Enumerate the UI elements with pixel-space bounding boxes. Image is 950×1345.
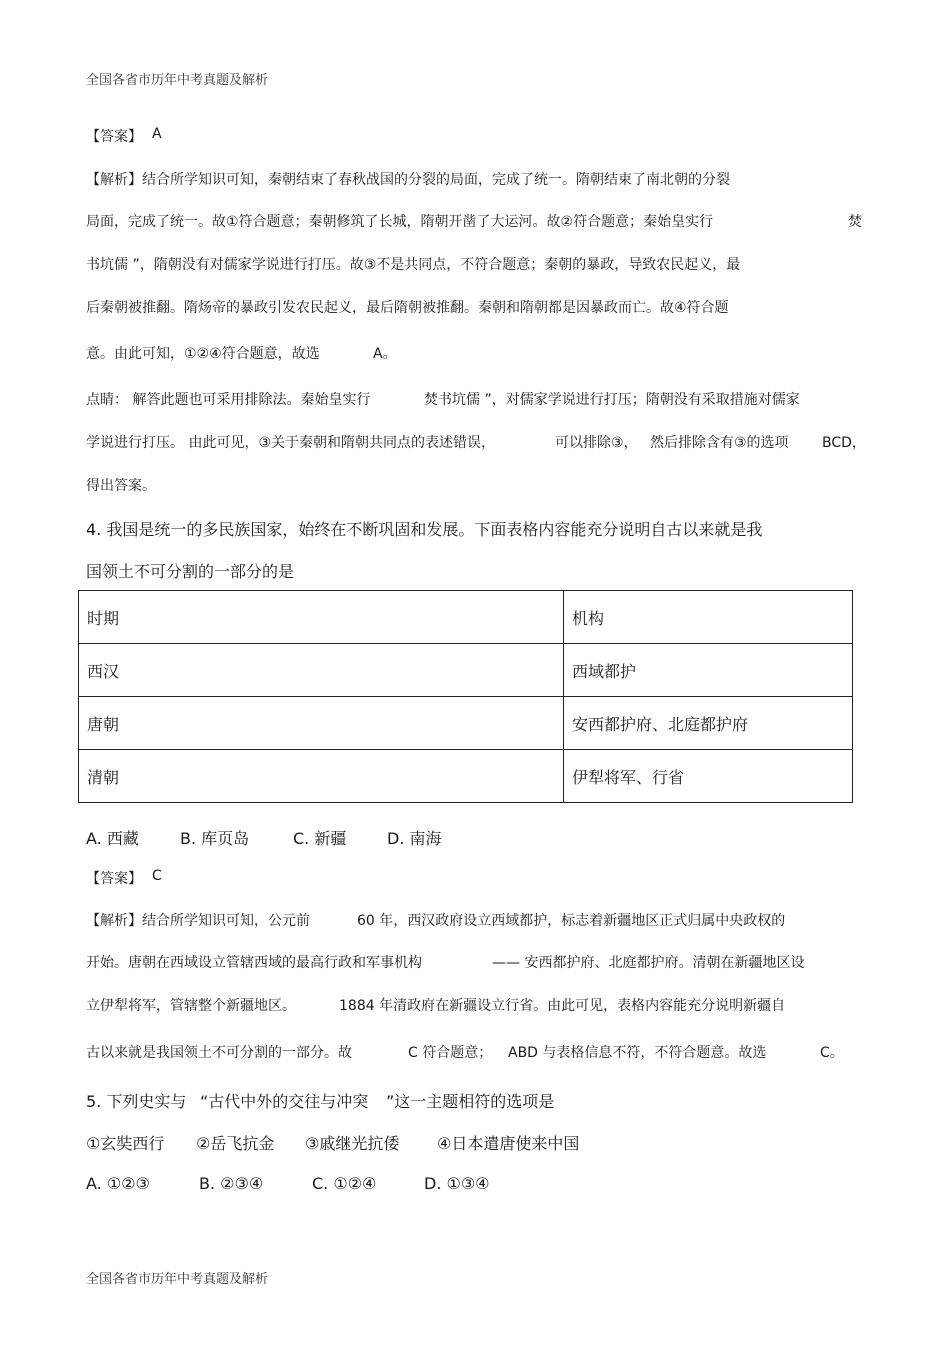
- q4-analysis-fragment: C 符合题意；: [408, 1045, 493, 1061]
- q3-analysis-fragment: A。: [373, 346, 397, 362]
- table-row: [79, 697, 853, 750]
- q3-comment-fragment: 可以排除③，: [555, 435, 638, 451]
- q3-comment-fragment: 焚书坑儒 ”，对儒家学说进行打压；隋朝没有采取措施对儒家: [424, 392, 800, 408]
- q4-analysis-fragment: ABD 与表格信息不符，不符合题意。故选: [508, 1045, 767, 1061]
- q5-option-c: C. ①②④: [312, 1174, 377, 1193]
- q3-comment-line: 得出答案。: [86, 478, 156, 494]
- q5-stem-start: 5. 下列史实与: [86, 1092, 187, 1111]
- q4-option-a: A. 西藏: [86, 829, 139, 848]
- q5-option-d: D. ①③④: [424, 1174, 490, 1193]
- q3-analysis-line: 后秦朝被推翻。隋炀帝的暴政引发农民起义，最后隋朝被推翻。秦朝和隋朝都是因暴政而亡。故④符合题: [86, 300, 729, 316]
- table-header-cell: 时期: [79, 591, 564, 644]
- q4-answer-value: C: [152, 868, 162, 884]
- table-cell: 清朝: [79, 750, 564, 803]
- q4-analysis-fragment: 1884 年清政府在新疆设立行省。由此可见，表格内容能充分说明新疆自: [339, 998, 786, 1014]
- q4-table: [78, 590, 853, 803]
- page-header: 全国各省市历年中考真题及解析: [86, 73, 269, 88]
- table-cell: 唐朝: [79, 697, 564, 750]
- q5-stem-theme: “古代中外的交往与冲突: [200, 1092, 369, 1111]
- q4-stem-line: 4. 我国是统一的多民族国家，始终在不断巩固和发展。下面表格内容能充分说明自古以来就是我: [86, 520, 763, 539]
- q5-stem-end: ”这一主题相符的选项是: [386, 1092, 555, 1111]
- q4-analysis-fragment: C。: [820, 1045, 844, 1061]
- q4-analysis-line: 开始。唐朝在西域设立管辖西域的最高行政和军事机构: [86, 955, 422, 971]
- q5-option-a: A. ①②③: [86, 1174, 150, 1193]
- q4-analysis-line: 【解析】结合所学知识可知，公元前: [86, 913, 310, 929]
- q4-analysis-fragment: —— 安西都护府、北庭都护府。清朝在新疆地区设: [492, 955, 805, 971]
- q3-analysis-line: 局面，完成了统一。故①符合题意；秦朝修筑了长城，隋朝开凿了大运河。故②符合题意；秦始皇实行: [86, 214, 714, 230]
- q3-analysis-fragment: 焚: [848, 214, 862, 230]
- q4-analysis-line: 立伊犁将军，管辖整个新疆地区。: [86, 998, 296, 1014]
- q3-comment-fragment: BCD，: [822, 435, 866, 451]
- q5-item-3: ③戚继光抗倭: [305, 1134, 400, 1153]
- table-row: [79, 750, 853, 803]
- q4-option-c: C. 新疆: [293, 829, 347, 848]
- q4-analysis-line: 古以来就是我国领土不可分割的一部分。故: [86, 1045, 352, 1061]
- table-cell: 西汉: [79, 644, 564, 697]
- q4-analysis-fragment: 60 年，西汉政府设立西域都护，标志着新疆地区正式归属中央政权的: [357, 913, 786, 929]
- q3-analysis-line: 书坑儒 ”，隋朝没有对儒家学说进行打压。故③不是共同点，不符合题意；秦朝的暴政，导致农民起义，最: [86, 257, 741, 273]
- q3-answer-value: A: [152, 126, 162, 142]
- q3-analysis-line: 意。由此可知，①②④符合题意，故选: [86, 346, 320, 362]
- q5-item-2: ②岳飞抗金: [196, 1134, 275, 1153]
- q3-comment-line: 点睛： 解答此题也可采用排除法。秦始皇实行: [86, 392, 371, 408]
- q4-option-b: B. 库页岛: [180, 829, 250, 848]
- table-cell: 安西都护府、北庭都护府: [564, 697, 853, 750]
- q5-item-1: ①玄奘西行: [86, 1134, 165, 1153]
- q4-answer-label: 【答案】: [86, 871, 142, 887]
- q4-option-d: D. 南海: [387, 829, 442, 848]
- q3-comment-line: 学说进行打压。 由此可见，③关于秦朝和隋朝共同点的表述错误，: [86, 435, 495, 451]
- q3-analysis-line: 【解析】结合所学知识可知，秦朝结束了春秋战国的分裂的局面，完成了统一。隋朝结束了南北朝的分裂: [86, 172, 730, 188]
- table-row: [79, 644, 853, 697]
- table-cell: 西域都护: [564, 644, 853, 697]
- q5-option-b: B. ②③④: [199, 1174, 264, 1193]
- q4-stem-line: 国领土不可分割的一部分的是: [86, 562, 295, 581]
- q3-comment-fragment: 然后排除含有③的选项: [650, 435, 789, 451]
- page-footer: 全国各省市历年中考真题及解析: [86, 1272, 269, 1287]
- q5-item-4: ④日本遣唐使来中国: [437, 1134, 580, 1153]
- table-header-row: [79, 591, 853, 644]
- q3-answer-label: 【答案】: [86, 129, 142, 145]
- table-header-cell: 机构: [564, 591, 853, 644]
- table-cell: 伊犁将军、行省: [564, 750, 853, 803]
